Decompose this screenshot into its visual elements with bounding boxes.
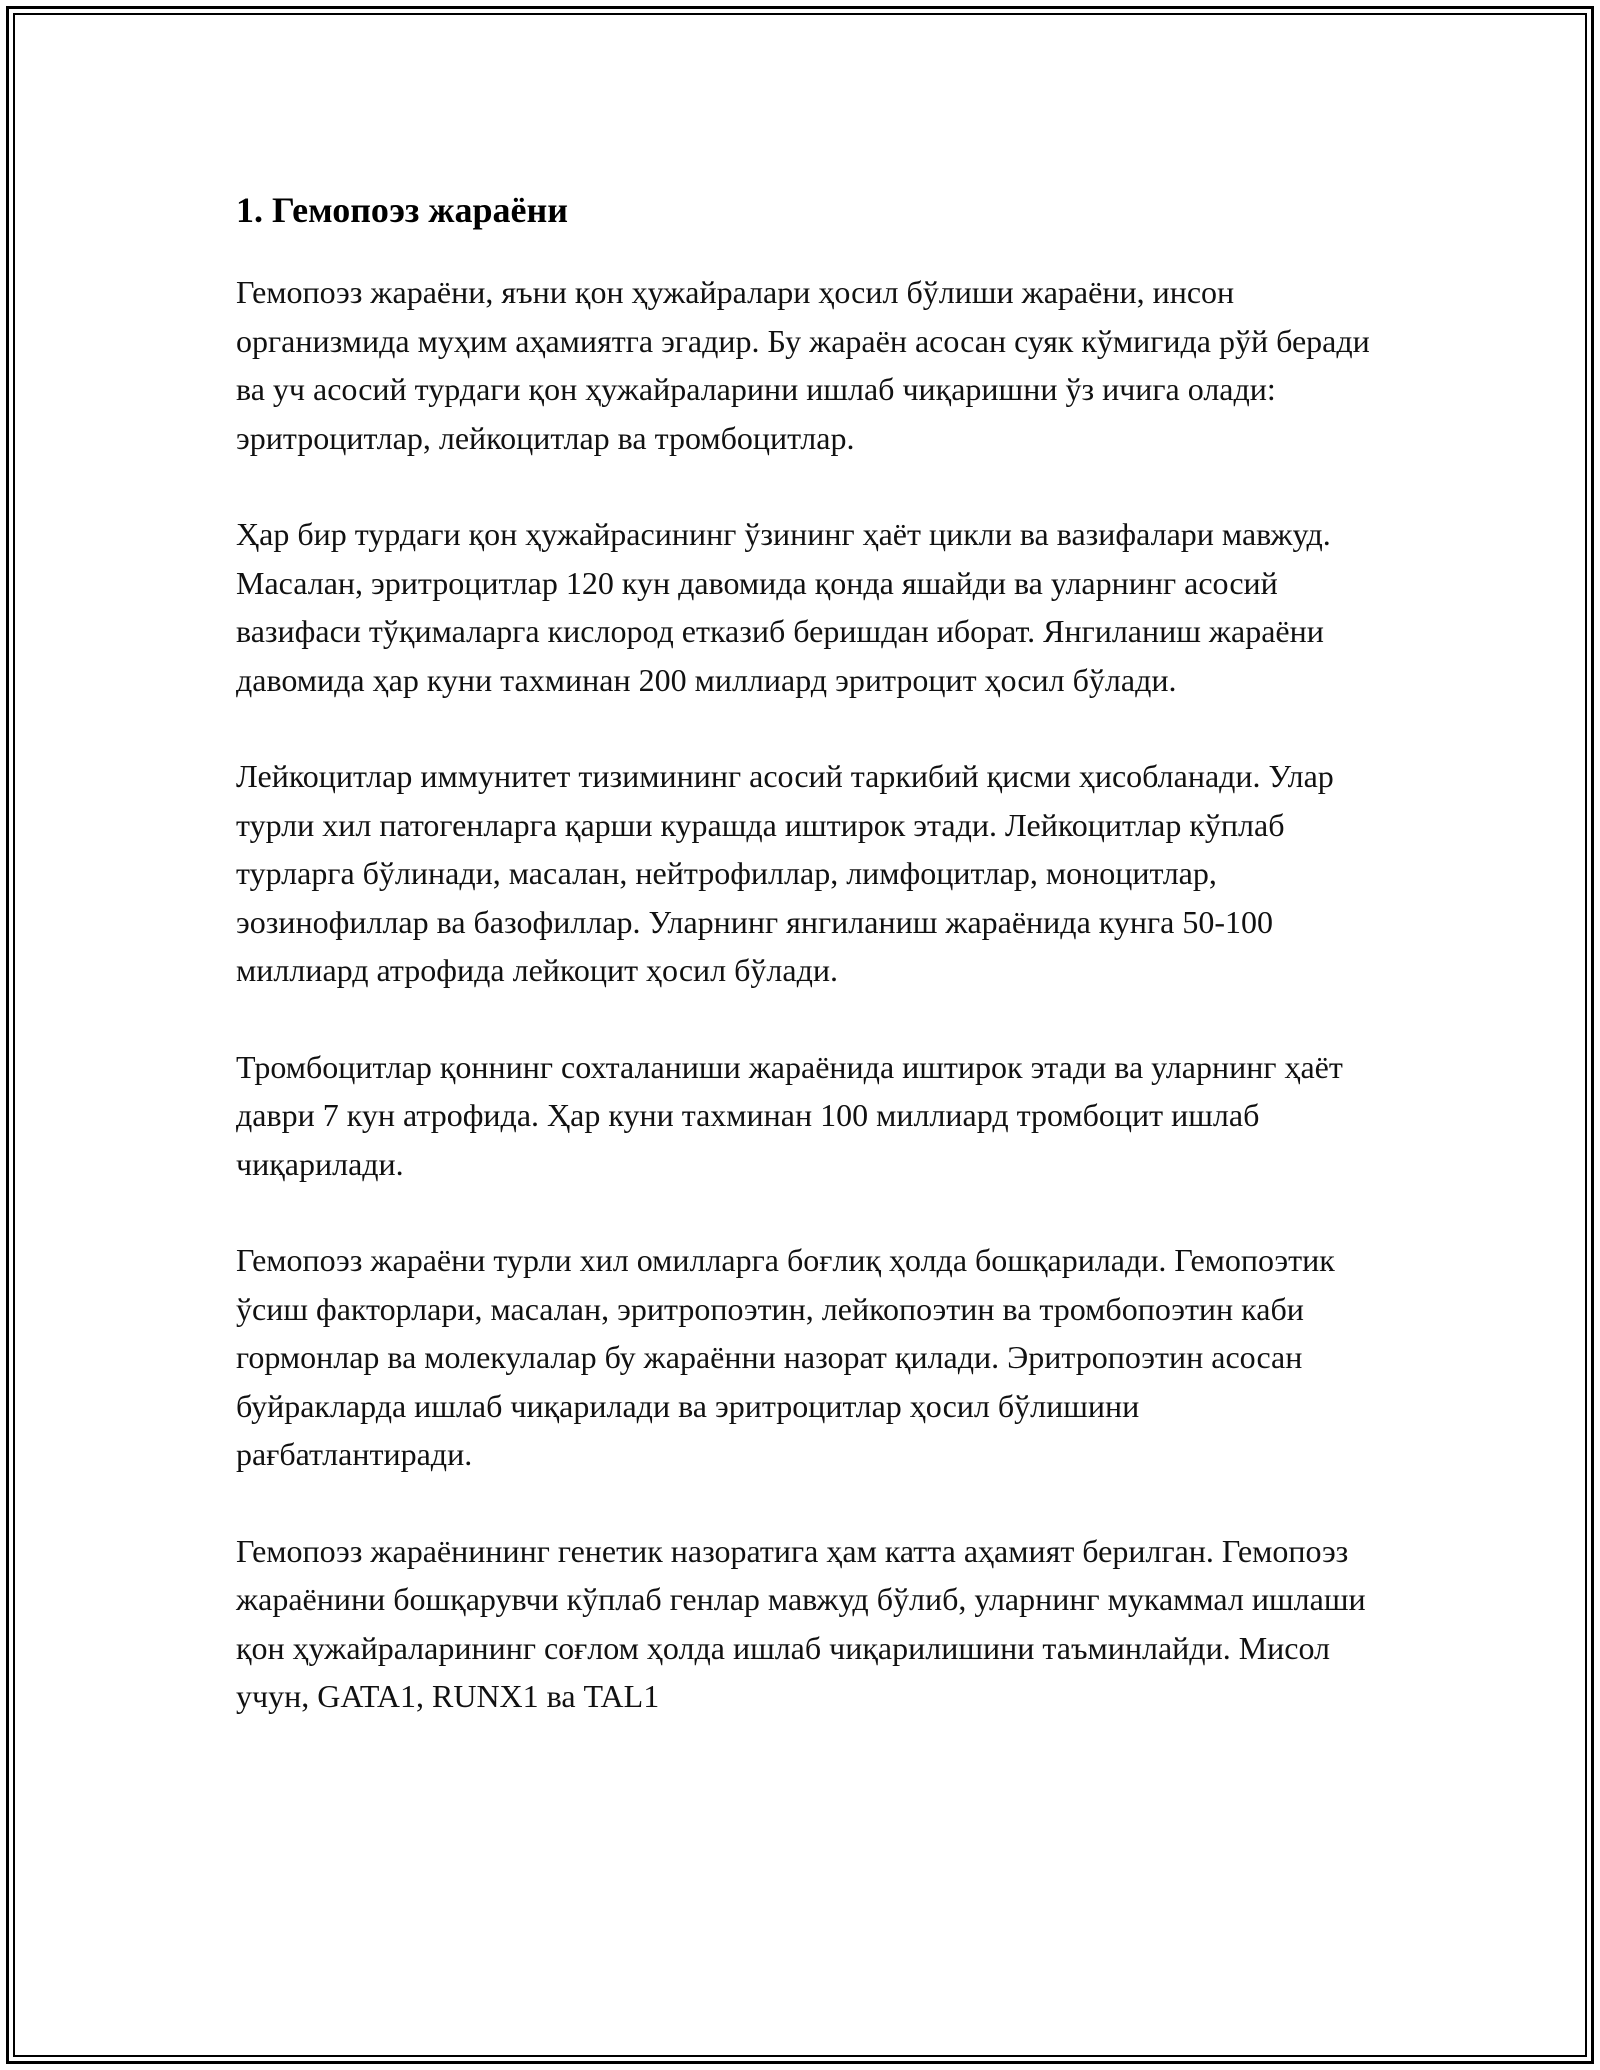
paragraph-hematopoiesis-intro: Гемопоэз жараёни, яъни қон ҳужайралари ҳосил бўлиши жараёни, инсон организмида муҳим аҳамиятга эгадир. Бу жараён асосан суяк кўмигида рўй беради ва уч асосий турдаги қон ҳужайраларини ишлаб чиқаришни ўз ичига олади: эритроцитлар, лейкоцитлар ва тромбоцитлар.: [236, 274, 1370, 456]
document-body: [236, 186, 1370, 1769]
paragraph-leukocytes: Лейкоцитлар иммунитет тизимининг асосий таркибий қисми ҳисобланади. Улар турли хил патогенларга қарши курашда иштирок этади. Лейкоцитлар кўплаб турларга бўлинади, масалан, нейтрофиллар, лимфоцитлар, моноцитлар, эозинофиллар ва базофиллар. Уларнинг янгиланиш жараёнида кунга 50-100 миллиард атрофида лейкоцит ҳосил бўлади.: [236, 758, 1334, 988]
paragraph-erythrocytes: Ҳар бир турдаги қон ҳужайрасининг ўзининг ҳаёт цикли ва вазифалари мавжуд. Масалан, эритроцитлар 120 кун давомида қонда яшайди ва уларнинг асосий вазифаси тўқималарга кислород етказиб беришдан иборат. Янгиланиш жараёни давомида ҳар куни тахминан 200 миллиард эритроцит ҳосил бўлади.: [236, 516, 1331, 698]
paragraph-regulation: Гемопоэз жараёни турли хил омилларга боғлиқ ҳолда бошқарилади. Гемопоэтик ўсиш факторлари, масалан, эритропоэтин, лейкопоэтин ва тромбопоэтин каби гормонлар ва молекулалар бу жараённи назорат қилади. Эритропоэтин асосан буйракларда ишлаб чиқарилади ва эритроцитлар ҳосил бўлишини рағбатлантиради.: [236, 1242, 1335, 1472]
section-heading: 1. Гемопоэз жараёни: [236, 190, 568, 230]
paragraph-platelets: Тромбоцитлар қоннинг сохталаниши жараёнида иштирок этади ва уларнинг ҳаёт даври 7 кун атрофида. Ҳар куни тахминан 100 миллиард тромбоцит ишлаб чиқарилади.: [236, 1048, 1343, 1182]
paragraph-genetic-control: Гемопоэз жараёнининг генетик назоратига ҳам катта аҳамият берилган. Гемопоэз жараёнини бошқарувчи кўплаб генлар мавжуд бўлиб, уларнинг мукаммал ишлаши қон ҳужайраларининг соғлом ҳолда ишлаб чиқарилишини таъминлайди. Мисол учун, GATA1, RUNX1 ва TAL1: [236, 1532, 1366, 1714]
